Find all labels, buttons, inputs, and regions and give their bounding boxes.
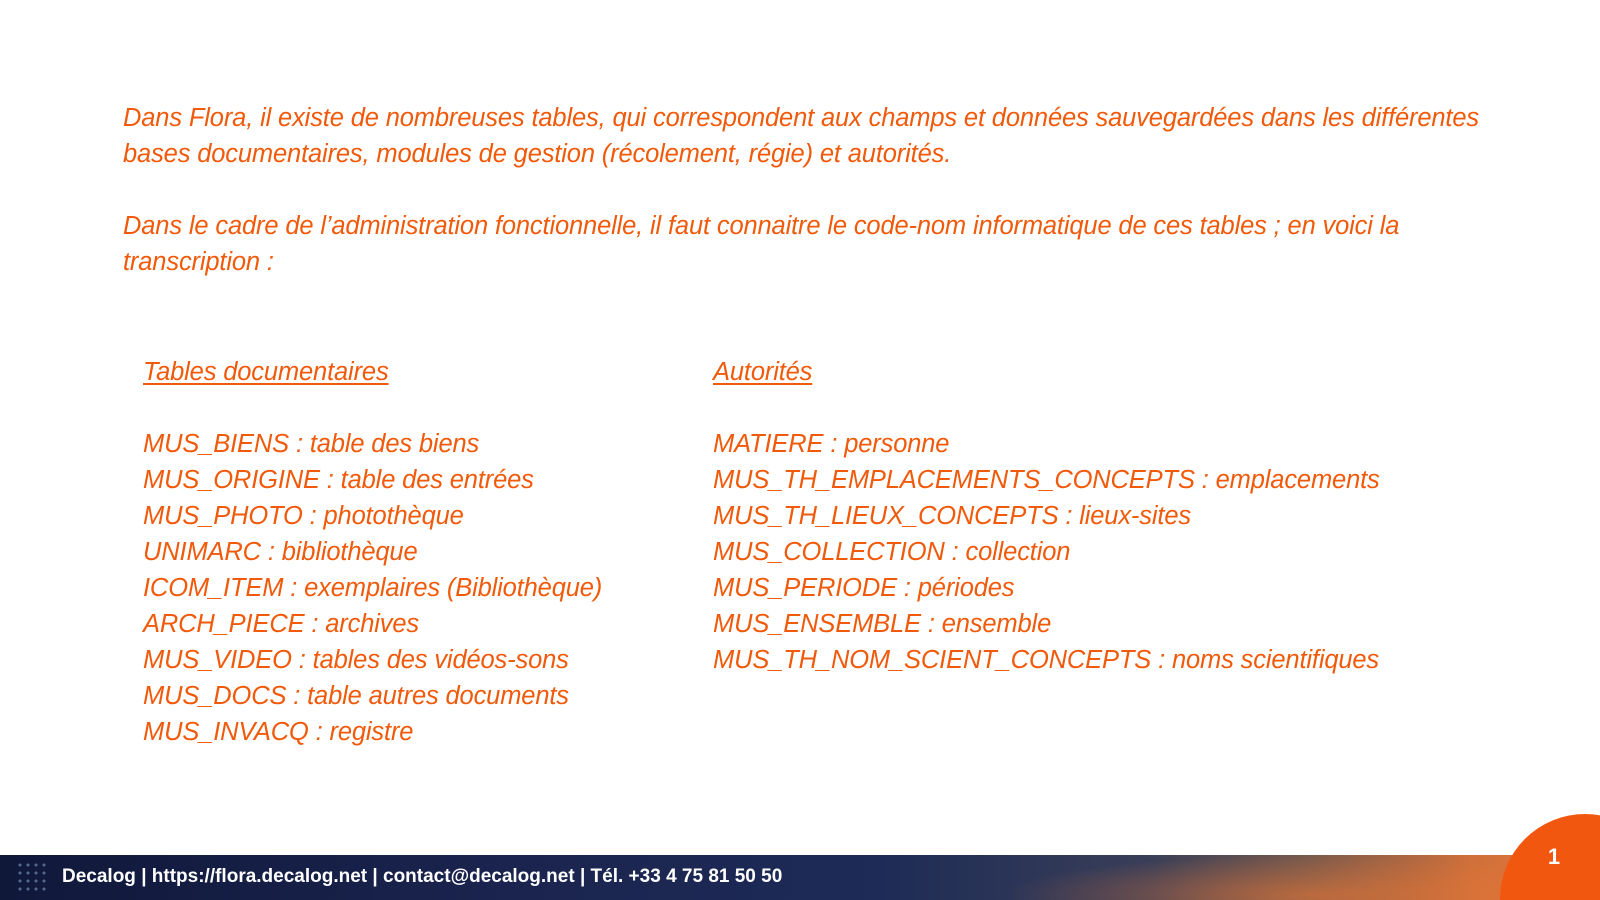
documentary-tables-heading: Tables documentaires xyxy=(143,358,389,386)
list-item: MUS_VIDEO : tables des vidéos-sons xyxy=(143,646,569,674)
documentary-tables-list xyxy=(143,426,683,750)
list-item: MUS_TH_EMPLACEMENTS_CONCEPTS : emplacements xyxy=(713,466,1380,494)
list-item: UNIMARC : bibliothèque xyxy=(143,538,418,566)
footer-contact-text: Decalog | https://flora.decalog.net | contact@decalog.net | Tél. +33 4 75 81 50 50 xyxy=(62,866,783,887)
list-item: MUS_PERIODE : périodes xyxy=(713,574,1015,602)
authorities-heading: Autorités xyxy=(713,358,813,386)
footer-bar xyxy=(0,855,1600,900)
page-number: 1 xyxy=(1547,844,1561,869)
list-item: MUS_COLLECTION : collection xyxy=(713,538,1071,566)
authorities-column xyxy=(713,354,1533,678)
list-item: MUS_ORIGINE : table des entrées xyxy=(143,466,534,494)
intro-paragraph-2: Dans le cadre de l’administration fonctionnelle, il faut connaitre le code-nom informatique de ces tables ; en voici la transcription : xyxy=(123,212,1400,276)
list-item: MUS_TH_LIEUX_CONCEPTS : lieux-sites xyxy=(713,502,1191,530)
intro-paragraph-1: Dans Flora, il existe de nombreuses tables, qui correspondent aux champs et données sauvegardées dans les différentes bases documentaires, modules de gestion (récolement, régie) et autorités. xyxy=(123,104,1480,168)
list-item: MUS_INVACQ : registre xyxy=(143,718,414,746)
list-item: MUS_DOCS : table autres documents xyxy=(143,682,569,710)
dots-pattern-icon xyxy=(16,861,46,895)
authorities-list xyxy=(713,426,1533,678)
list-item: MUS_PHOTO : photothèque xyxy=(143,502,464,530)
list-item: MATIERE : personne xyxy=(713,430,950,458)
footer-glow xyxy=(1000,855,1520,900)
list-item: MUS_ENSEMBLE : ensemble xyxy=(713,610,1052,638)
list-item: MUS_BIENS : table des biens xyxy=(143,430,480,458)
list-item: ICOM_ITEM : exemplaires (Bibliothèque) xyxy=(143,574,603,602)
list-item: MUS_TH_NOM_SCIENT_CONCEPTS : noms scientifiques xyxy=(713,646,1380,674)
documentary-tables-column xyxy=(143,354,683,750)
list-item: ARCH_PIECE : archives xyxy=(143,610,420,638)
intro-text xyxy=(123,100,1493,280)
